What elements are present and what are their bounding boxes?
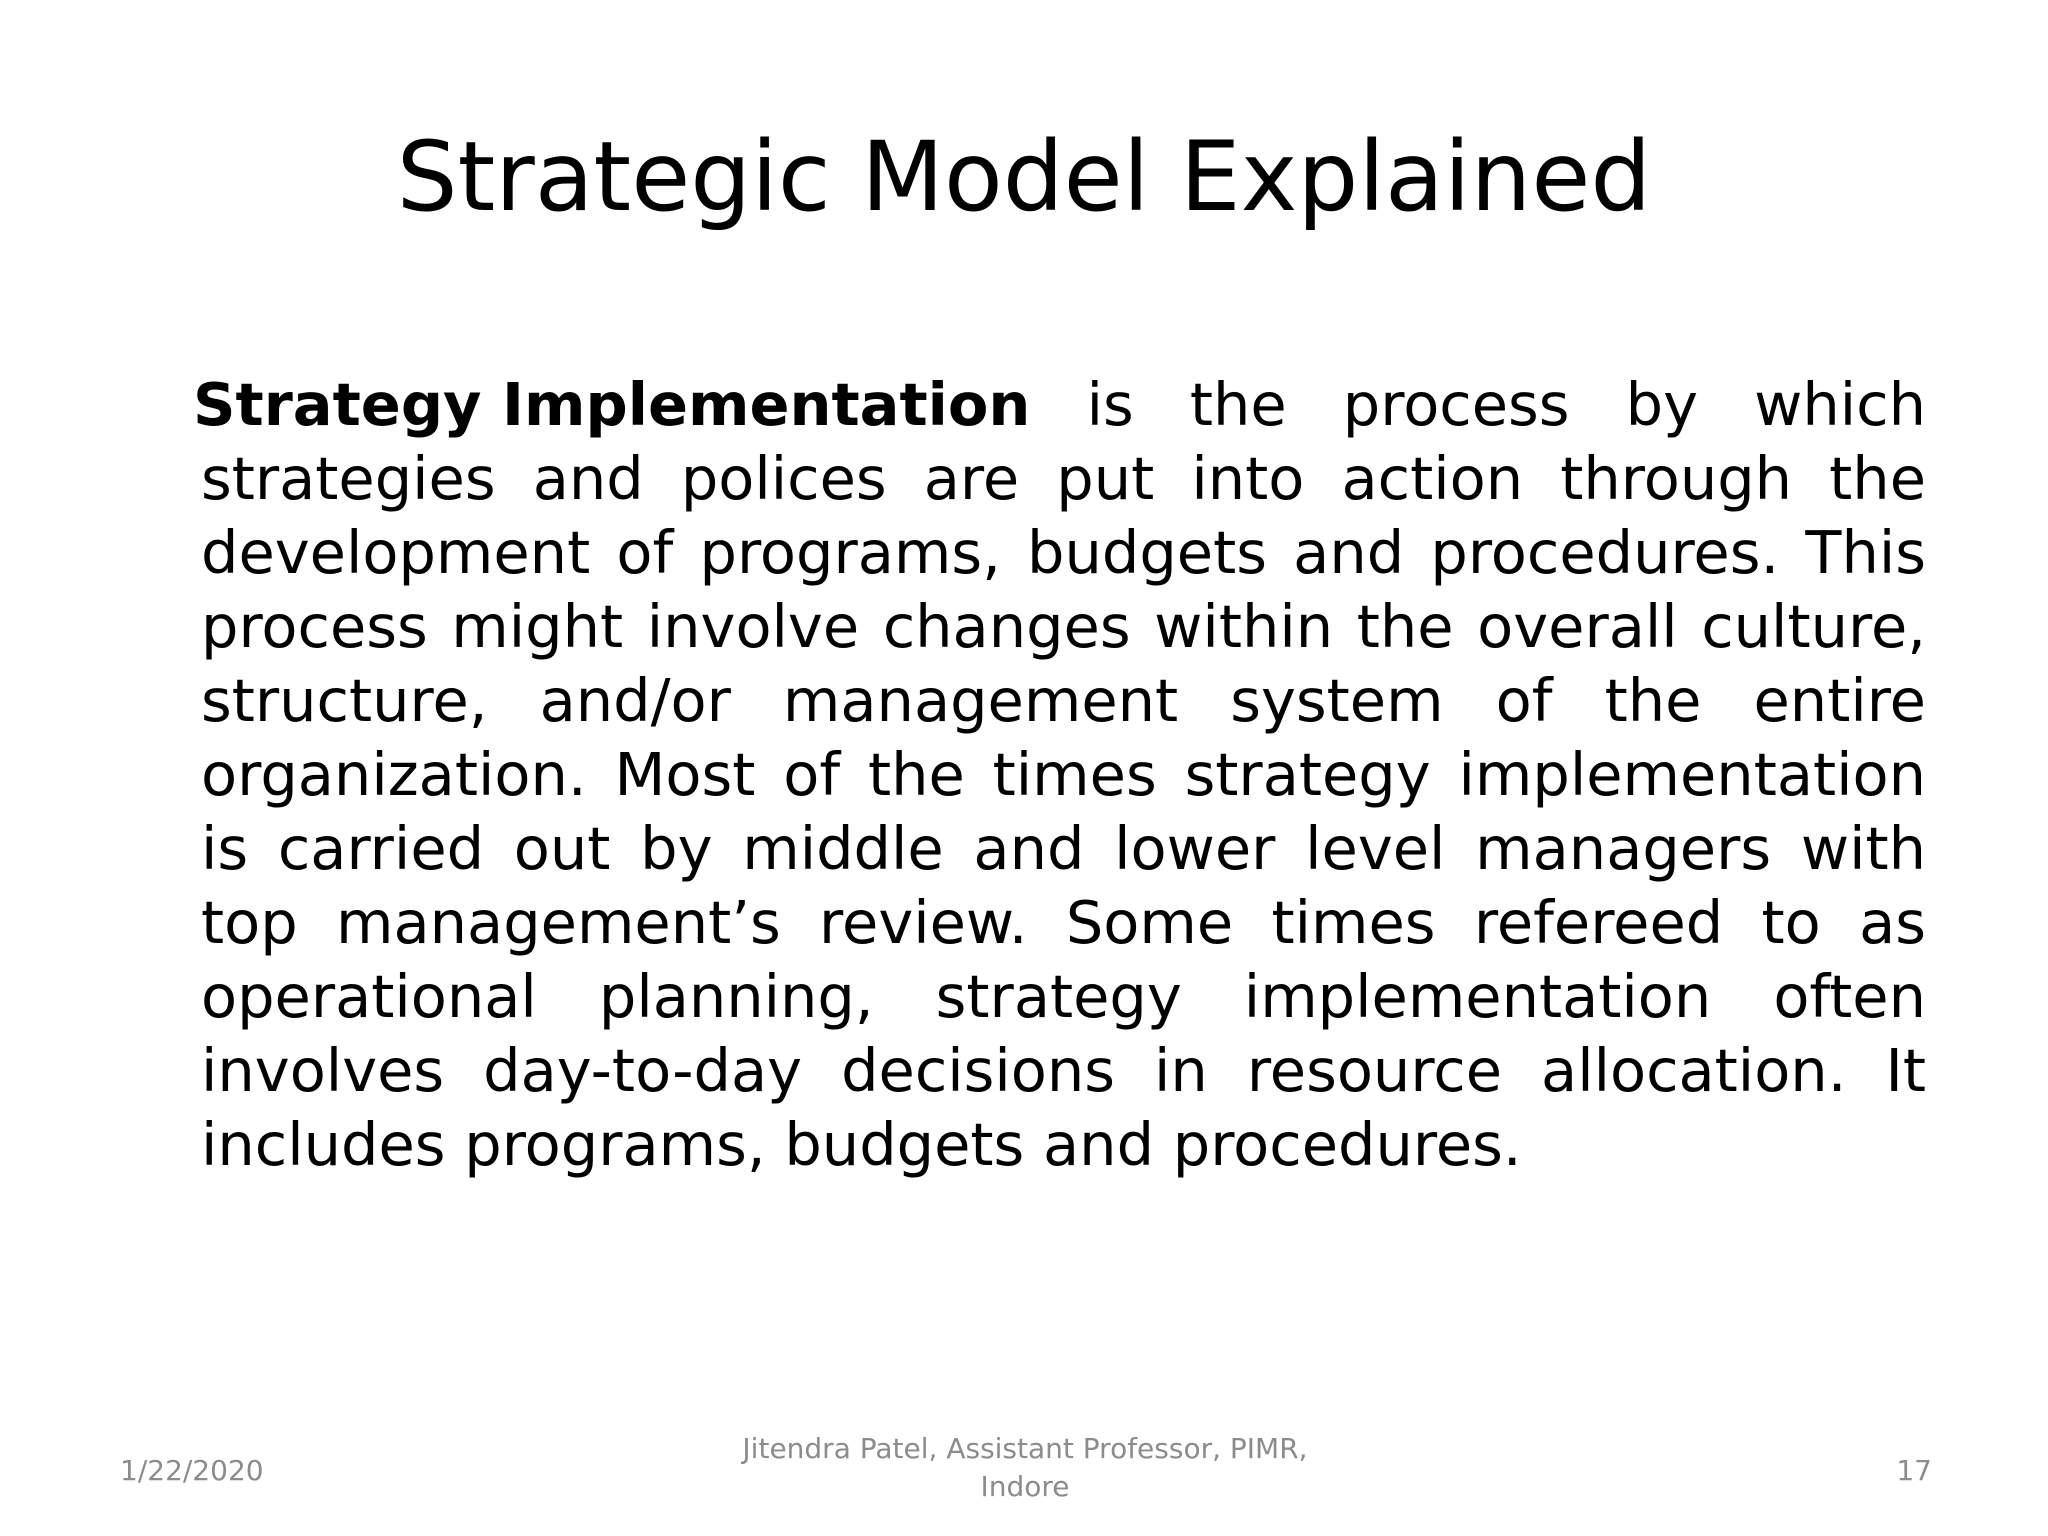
slide-title: Strategic Model Explained: [396, 121, 1652, 233]
body-lead-term: Strategy Implementation: [193, 370, 1031, 439]
footer-page-number: 17: [1896, 1454, 1932, 1487]
footer-author-line1: Jitendra Patel, Assistant Professor, PIMR,: [742, 1432, 1308, 1465]
footer-author: [680, 1430, 1370, 1506]
body-text: is the process by which strategies and polices are put into action through the development of programs, budgets and procedures. This process might involve changes within the overall culture, structure, and/or management system of the entire organization. Most of the times strategy implementation is carried out by middle and lower level managers with top management’s review. Some times refereed to as operational planning, strategy implementation often involves day-to-day decisions in resource allocation. It includes programs, budgets and procedures.: [201, 370, 1927, 1179]
footer-author-line2: Indore: [980, 1470, 1070, 1503]
slide-body: [193, 368, 1927, 1182]
footer-date: 1/22/2020: [120, 1454, 264, 1487]
